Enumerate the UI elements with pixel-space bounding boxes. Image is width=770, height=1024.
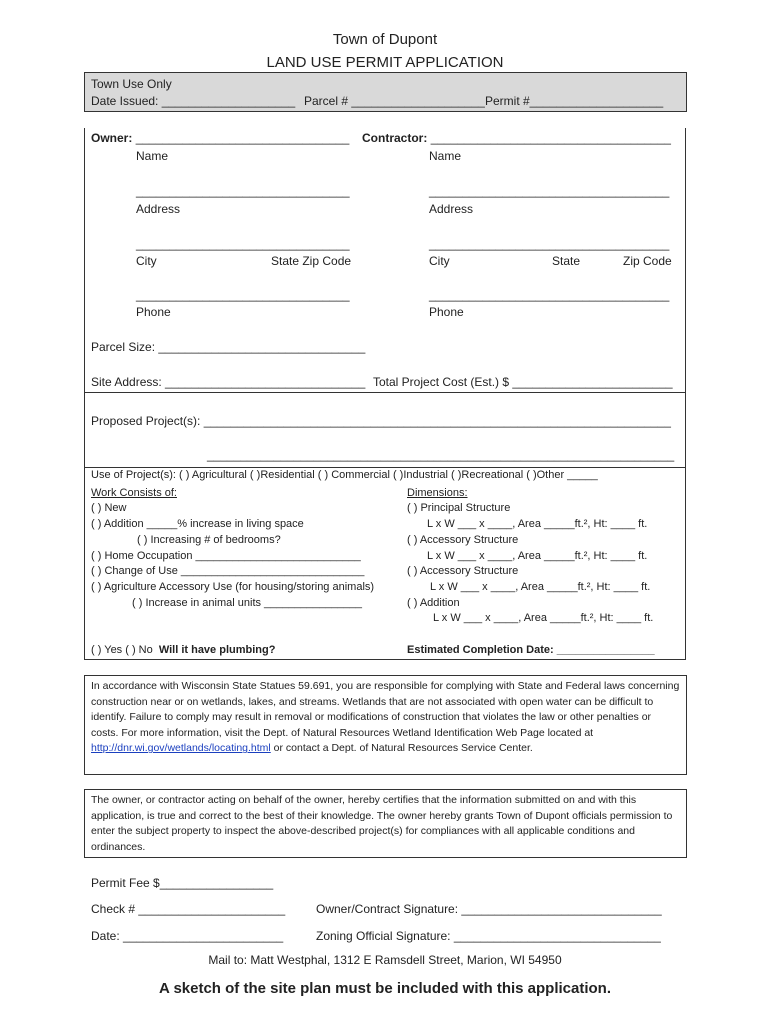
owner-phone-field[interactable]: ________________________________ [136, 288, 350, 302]
owner-name-caption: Name [136, 149, 169, 163]
work-bedrooms-option[interactable]: ( ) Increasing # of bedrooms? [137, 534, 281, 546]
owner-city-caption: City [136, 254, 157, 268]
divider [84, 467, 686, 468]
owner-section [91, 131, 349, 145]
plumbing-options[interactable]: ( ) Yes ( ) No [91, 644, 153, 656]
owner-signature-field[interactable]: Owner/Contract Signature: ______________________________ [316, 902, 662, 916]
work-home-occupation-option[interactable]: ( ) Home Occupation ___________________________ [91, 550, 361, 562]
owner-name-field[interactable]: ________________________________ [135, 131, 350, 145]
addition-option[interactable]: ( ) Addition [407, 597, 460, 609]
accessory-structure-2-option[interactable]: ( ) Accessory Structure [407, 565, 519, 577]
work-change-of-use-option[interactable]: ( ) Change of Use ______________________________ [91, 565, 365, 577]
contractor-name-field[interactable]: ____________________________________ [430, 131, 671, 145]
mail-to: Mail to: Matt Westphal, 1312 E Ramsdell Street, Marion, WI 54950 [208, 953, 562, 967]
work-new-option[interactable]: ( ) New [91, 502, 127, 514]
accessory-structure-dims[interactable]: L x W ___ x ____, Area _____ft.², Ht: ____ ft. [427, 550, 648, 562]
contractor-address-field[interactable]: ____________________________________ [429, 184, 670, 198]
town-use-box [84, 72, 687, 112]
parcel-size-field[interactable]: Parcel Size: _______________________________ [91, 340, 366, 354]
owner-address-field[interactable]: ________________________________ [136, 184, 350, 198]
work-heading: Work Consists of: [91, 487, 177, 499]
wetlands-link[interactable]: http://dnr.wi.gov/wetlands/locating.html [91, 742, 271, 755]
check-number-field[interactable]: Check # ______________________ [91, 902, 286, 916]
contractor-name-caption: Name [429, 149, 462, 163]
accessory-structure-2-dims[interactable]: L x W ___ x ____, Area _____ft.², Ht: ____ ft. [430, 581, 651, 593]
contractor-city-caption: City [429, 254, 450, 268]
use-of-project-options[interactable]: Use of Project(s): ( ) Agricultural ( )Residential ( ) Commercial ( )Industrial ( )Recreational ( )Other _____ [91, 469, 598, 481]
town-name: Town of Dupont [332, 31, 438, 48]
divider [84, 659, 686, 660]
owner-state-zip-caption: State Zip Code [271, 254, 352, 268]
divider [84, 392, 686, 393]
parcel-field[interactable]: Parcel # ____________________ [304, 94, 485, 108]
addition-dims[interactable]: L x W ___ x ____, Area _____ft.², Ht: ____ ft. [433, 612, 654, 624]
work-addition-option[interactable]: ( ) Addition _____% increase in living space [91, 518, 304, 530]
proposed-project-field[interactable]: Proposed Project(s): ______________________________________________________________________ [91, 414, 671, 428]
owner-phone-caption: Phone [136, 305, 171, 319]
plumbing-question: Will it have plumbing? [158, 644, 276, 656]
form-right-border [685, 128, 686, 659]
completion-date-field[interactable]: Estimated Completion Date: ________________ [407, 644, 655, 656]
wetlands-notice-box [84, 675, 687, 775]
town-use-label: Town Use Only [91, 77, 172, 91]
contractor-phone-field[interactable]: ____________________________________ [429, 288, 670, 302]
certification-box [84, 789, 687, 858]
total-cost-field[interactable]: Total Project Cost (Est.) $ ________________________ [373, 375, 673, 389]
site-plan-note: A sketch of the site plan must be included with this application. [159, 980, 611, 997]
principal-structure-dims[interactable]: L x W ___ x ____, Area _____ft.², Ht: ____ ft. [427, 518, 648, 530]
contractor-state-caption: State [552, 254, 581, 268]
contractor-section [362, 131, 671, 145]
accessory-structure-option[interactable]: ( ) Accessory Structure [407, 534, 519, 546]
owner-address-caption: Address [136, 202, 181, 216]
principal-structure-option[interactable]: ( ) Principal Structure [407, 502, 511, 514]
zoning-signature-field[interactable]: Zoning Official Signature: _______________________________ [316, 929, 661, 943]
site-address-field[interactable]: Site Address: ______________________________ [91, 375, 366, 389]
contractor-label: Contractor: [362, 131, 428, 145]
certification-text: The owner, or contractor acting on behalf of the owner, hereby certifies that the information submitted on and with this application, is true and correct to the best of their knowledge. The owner hereby grants Town of Dupont officials permission to enter the subject property to inspect the above-described project(s) for compliances with all applicable conditions and ordinances. [91, 794, 673, 853]
plumbing-section [91, 644, 275, 656]
form-left-border [84, 128, 85, 659]
permit-fee-field[interactable]: Permit Fee $_________________ [91, 876, 274, 890]
contractor-city-field[interactable]: ____________________________________ [429, 237, 670, 251]
date-field[interactable]: Date: ________________________ [91, 929, 284, 943]
owner-label: Owner: [91, 131, 133, 145]
form-title: LAND USE PERMIT APPLICATION [266, 54, 504, 71]
wetlands-notice-text: In accordance with Wisconsin State Statues 59.691, you are responsible for complying with State and Federal laws concerning construction near or on wetlands, lakes, and streams. Wetlands that are not associated with open water can be difficult to identify. Failure to comply may result in removal or modifications of construction that violates the law or other penalties or costs. For more information, visit the Dept. of Natural Resources Wetland Identification Web Page located at http://dnr.wi.gov/wetlands/locating.html or contact a Dept. of Natural Resources Service Center. [91, 680, 680, 755]
contractor-phone-caption: Phone [429, 305, 464, 319]
work-ag-accessory-option[interactable]: ( ) Agriculture Accessory Use (for housing/storing animals) [91, 581, 375, 593]
work-animal-units-option[interactable]: ( ) Increase in animal units ________________ [132, 597, 362, 609]
proposed-project-line2[interactable]: ______________________________________________________________________ [207, 448, 675, 462]
contractor-address-caption: Address [429, 202, 474, 216]
date-issued-field[interactable]: Date Issued: ____________________ [91, 94, 296, 108]
contractor-zip-caption: Zip Code [623, 254, 672, 268]
permit-field[interactable]: Permit #____________________ [485, 94, 664, 108]
owner-city-field[interactable]: ________________________________ [136, 237, 350, 251]
dimensions-heading: Dimensions: [407, 487, 468, 499]
